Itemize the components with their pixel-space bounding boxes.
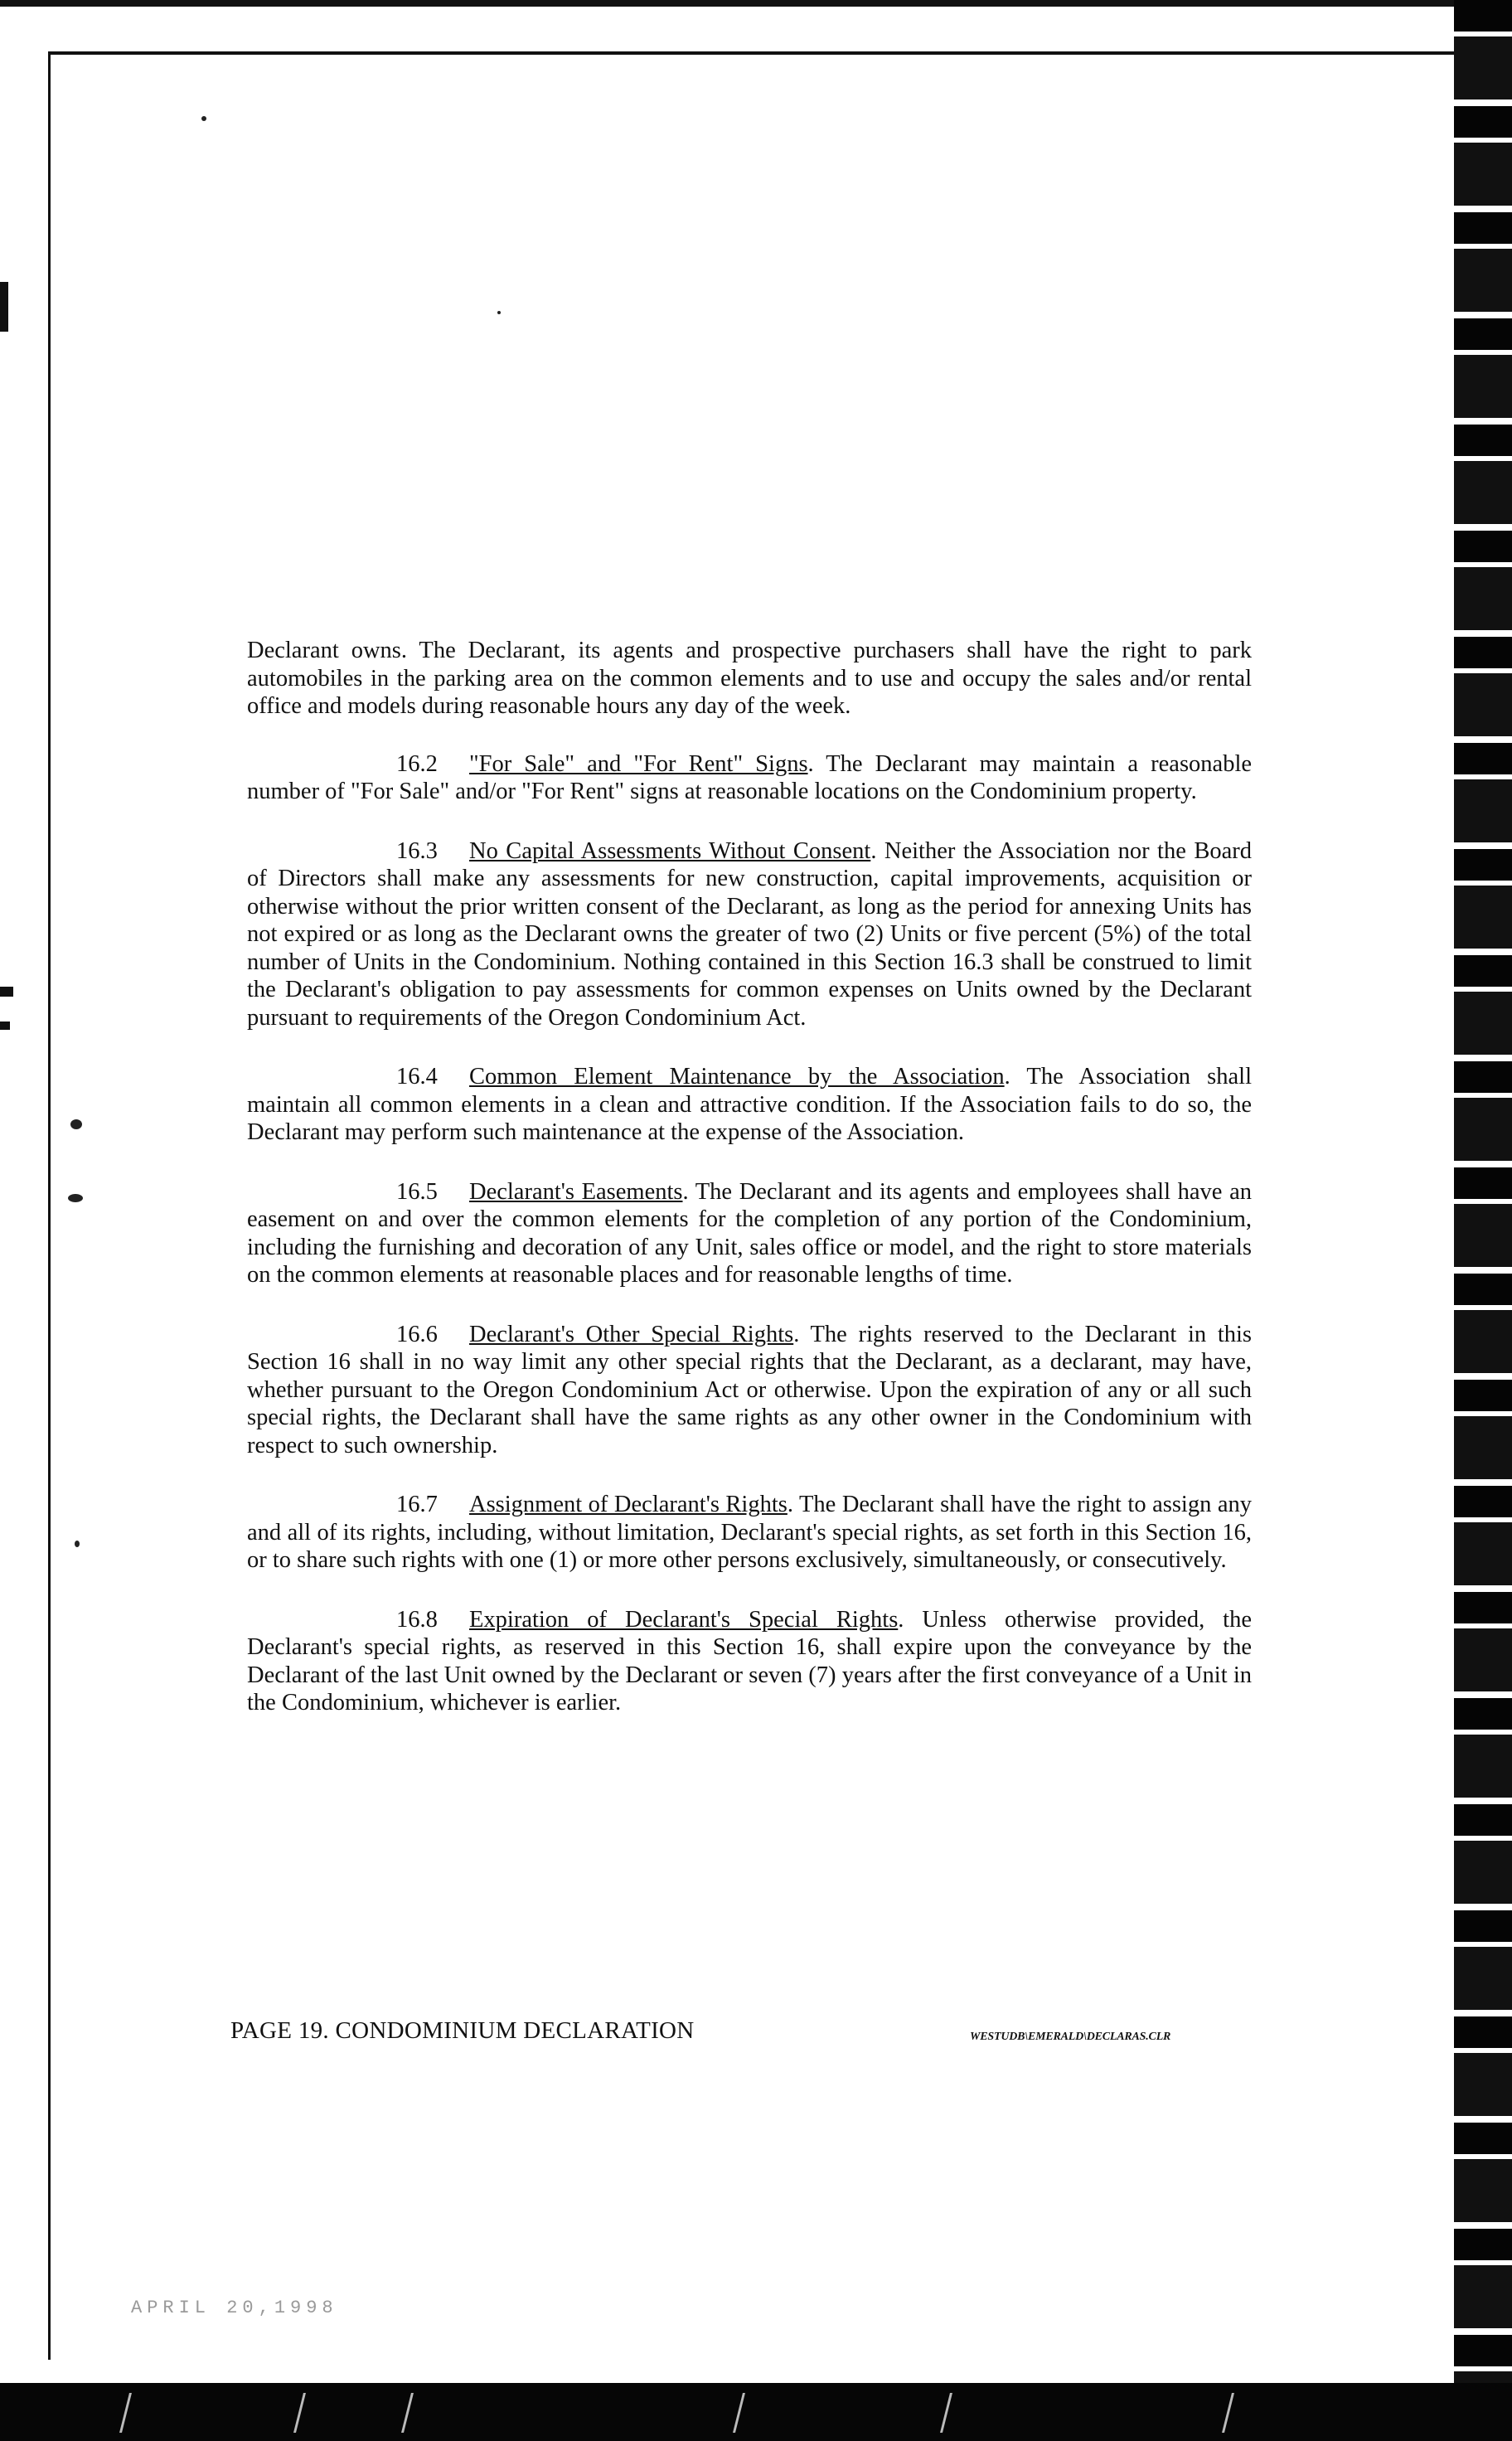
section-16-2	[247, 750, 1252, 806]
section-text: . Neither the Association nor the Board of Directors shall make any assessments for new construction, capital improvements, acquisition or otherwise without the prior written consent of the Declarant, as long as the period for annexing Units has not expired or as long as the Declarant owns the greater of two (2) Units or five percent (5%) of the total number of Units in the Condominium. Nothing contained in this Section 16.3 shall be construed to limit the Declarant's obligation to pay assessments for common expenses on Units owned by the Declarant pursuant to requirements of the Oregon Condominium Act.	[247, 837, 1252, 1031]
section-number: 16.2	[396, 750, 438, 777]
section-number: 16.5	[396, 1178, 438, 1205]
section-16-7	[247, 1491, 1252, 1575]
scan-speck	[497, 311, 501, 314]
section-16-4	[247, 1063, 1252, 1147]
section-heading: Expiration of Declarant's Special Rights	[469, 1606, 899, 1633]
section-16-3	[247, 837, 1252, 1032]
document-body	[247, 637, 1252, 1749]
scan-mark	[0, 282, 8, 332]
scan-edge-right	[1454, 0, 1512, 2441]
scan-speck	[75, 1541, 80, 1547]
section-text: . The rights reserved to the Declarant in this Section 16 shall in no way limit any other special rights that the Declarant, as a declarant, may have, whether pursuant to the Oregon Condominium Act or otherwise. Upon the expiration of any or all such special rights, the Declarant shall have the same rights as any other owner in the Condominium with respect to such ownership.	[247, 1321, 1252, 1458]
scan-edge-top	[0, 0, 1512, 7]
opening-paragraph: Declarant owns. The Declarant, its agents and prospective purchasers shall have the right to park automobiles in the parking area on the common elements and to use and occupy the sales and/or rental office and models during reasonable hours any day of the week.	[247, 638, 1252, 719]
section-heading: Declarant's Easements	[469, 1178, 683, 1205]
section-text: . The Declarant may maintain a reasonable number of "For Sale" and/or "For Rent" signs at reasonable locations on the Condominium property.	[247, 750, 1253, 804]
section-heading: "For Sale" and "For Rent" Signs	[469, 750, 808, 777]
section-text: . Unless otherwise provided, the Declarant's special rights, as reserved in this Section 16, shall expire upon the conveyance by the Declarant of the last Unit owned by the Declarant or seven (7) years after the first conveyance of a Unit in the Condominium, whichever is earlier.	[247, 1606, 1252, 1715]
scan-mark	[0, 987, 13, 997]
scan-speck	[201, 116, 206, 121]
section-number: 16.8	[396, 1606, 438, 1633]
section-number: 16.6	[396, 1321, 438, 1347]
section-heading: Common Element Maintenance by the Association	[469, 1064, 1005, 1089]
scan-speck	[68, 1194, 83, 1202]
section-heading: No Capital Assessments Without Consent	[469, 837, 871, 864]
section-text: . The Declarant and its agents and employees shall have an easement on and over the common elements for the completion of any portion of the Condominium, including the furnishing and decoration of any Unit, sales office or model, and the right to store materials on the common elements at reasonable places and for reasonable lengths of time.	[247, 1178, 1252, 1288]
section-text: . The Association shall maintain all common elements in a clean and attractive condition. If the Association fails to do so, the Declarant may perform such maintenance at the expense of the Association.	[247, 1064, 1252, 1145]
scan-speck	[70, 1119, 82, 1129]
section-number: 16.7	[396, 1492, 438, 1517]
scan-edge-bottom	[0, 2383, 1512, 2441]
section-text: . The Declarant shall have the right to assign any and all of its rights, including, without limitation, Declarant's special rights, as set forth in this Section 16, or to share such rights with one (1) or more other persons exclusively, simultaneously, or consecutively.	[247, 1492, 1252, 1573]
page-footer-label: PAGE 19. CONDOMINIUM DECLARATION	[230, 2017, 695, 2044]
section-heading: Assignment of Declarant's Rights	[469, 1492, 788, 1517]
section-16-6	[247, 1321, 1252, 1460]
page-footer-file-path: WESTUDB\EMERALD\DECLARAS.CLR	[970, 2031, 1171, 2043]
section-number: 16.4	[396, 1064, 438, 1089]
section-number: 16.3	[396, 837, 438, 864]
date-stamp: APRIL 20,1998	[131, 2298, 338, 2318]
section-16-8	[247, 1606, 1252, 1717]
section-heading: Declarant's Other Special Rights	[469, 1321, 794, 1347]
scan-mark	[0, 1022, 10, 1030]
section-16-5	[247, 1178, 1252, 1289]
